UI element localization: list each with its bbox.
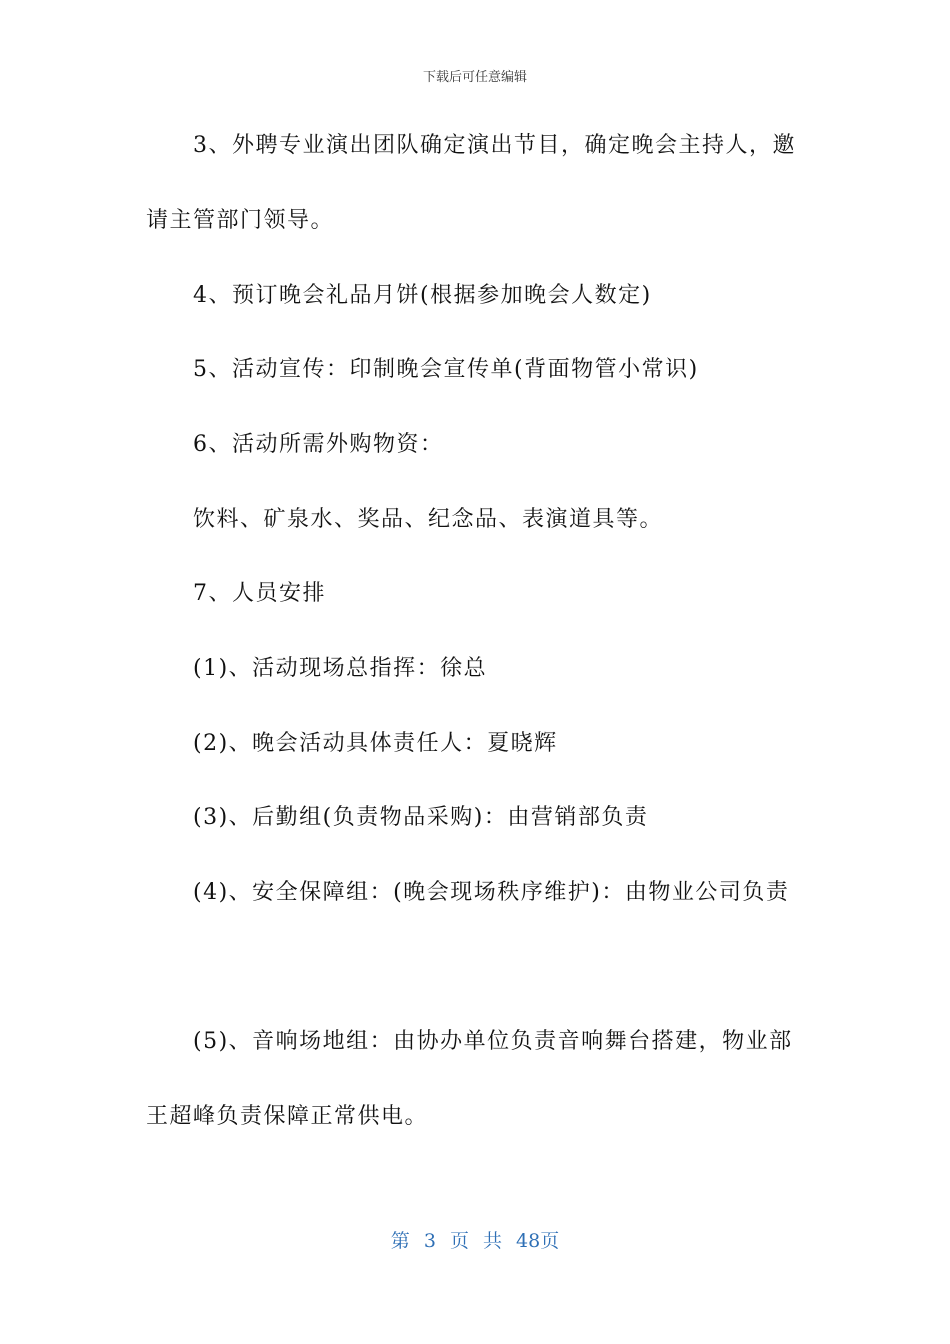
- paragraph-line: 6、活动所需外购物资：: [193, 432, 444, 457]
- paragraph-line: (2)、晚会活动具体责任人：夏晓辉: [193, 731, 558, 756]
- paragraph-line: 王超峰负责保障正常供电。: [146, 1104, 429, 1129]
- paragraph-line: (4)、安全保障组：(晚会现场秩序维护)：由物业公司负责: [193, 880, 790, 905]
- paragraph-line: 3、外聘专业演出团队确定演出节目，确定晚会主持人，邀: [193, 133, 796, 158]
- paragraph-line: 请主管部门领导。: [146, 208, 335, 233]
- header-note: 下载后可任意编辑: [422, 70, 527, 85]
- paragraph-line: (1)、活动现场总指挥：徐总: [193, 656, 488, 681]
- paragraph-line: (3)、后勤组(负责物品采购)：由营销部负责: [193, 805, 649, 830]
- paragraph-line: 饮料、矿泉水、奖品、纪念品、表演道具等。: [193, 507, 664, 532]
- page-number: 第 3 页 共 48页: [390, 1230, 560, 1252]
- paragraph-line: 5、活动宣传：印制晚会宣传单(背面物管小常识): [193, 357, 699, 382]
- paragraph-line: 7、人员安排: [193, 581, 326, 606]
- paragraph-line: (5)、音响场地组：由协办单位负责音响舞台搭建，物业部: [193, 1029, 793, 1054]
- paragraph-line: 4、预订晚会礼品月饼(根据参加晚会人数定): [193, 283, 652, 308]
